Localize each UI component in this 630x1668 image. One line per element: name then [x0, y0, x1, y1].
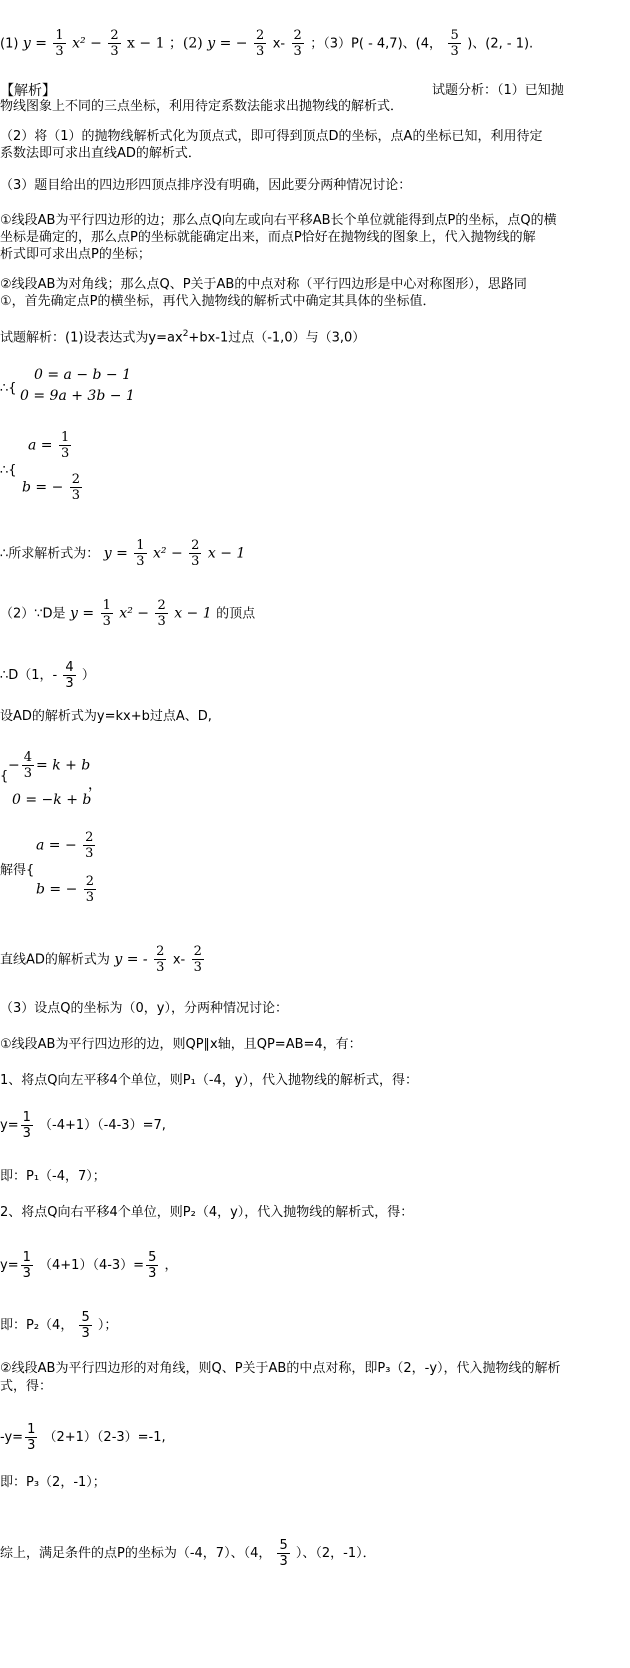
result-label: ∴所求解析式为：: [0, 546, 100, 562]
denominator: 3: [191, 554, 200, 569]
calc-post: （-4+1）（-4-3）=7,: [39, 1118, 166, 1133]
fraction: [292, 28, 304, 59]
fraction: [155, 598, 167, 629]
denominator: 3: [27, 1438, 36, 1453]
denominator: 3: [85, 890, 95, 905]
final-conclusion: [0, 1538, 376, 1569]
denominator: 3: [157, 614, 166, 629]
final-pre: 综上，满足条件的点P的坐标为（-4，7）、（4，: [0, 1546, 272, 1561]
fraction: [59, 430, 71, 461]
system-1-line1: 0 = a − b − 1: [34, 367, 132, 383]
fraction: [134, 538, 146, 569]
denominator: 3: [255, 44, 265, 59]
result-tail: x − 1: [207, 545, 246, 562]
result-eq: y =: [103, 545, 128, 562]
case1-step1-result: 即：P₁（-4，7）；: [0, 1169, 106, 1184]
numerator: 5: [81, 1310, 90, 1325]
answer-line: [0, 28, 533, 59]
result-pre: 即：P₂（4，: [0, 1318, 74, 1333]
sys4-b-label: b = −: [36, 881, 78, 898]
fraction: [21, 1250, 33, 1281]
system-4-line1: [36, 830, 97, 861]
final-post: ）、（2，-1）．: [295, 1546, 376, 1561]
case2-result: 即：P₃（2，-1）；: [0, 1475, 106, 1490]
analysis-para2-line2: 系数法即可求出直线AD的解析式．: [0, 146, 201, 161]
numerator: 1: [60, 430, 70, 445]
case2-heading-line1: ②线段AB为平行四边形的对角线，则Q、P关于AB的中点对称，即P₃（2，-y），代入抛物线的解析: [0, 1361, 561, 1376]
answer-part2-tail: ；（3）P( - 4,7)、(4，: [310, 36, 442, 52]
system-4-line2: [36, 874, 98, 905]
d-label: ∴D（1，-: [0, 668, 58, 683]
numerator: 2: [156, 944, 165, 959]
result-mid: x² −: [153, 545, 183, 562]
numerator: 1: [102, 598, 111, 613]
numerator: 2: [193, 944, 202, 959]
analysis-intro-right: 试题分析：（1）已知抛: [432, 83, 564, 98]
d-vertex-line: [0, 660, 95, 691]
ad-setup: 设AD的解析式为y=kx+b过点A、D,: [0, 709, 212, 724]
numerator: 1: [22, 1250, 31, 1265]
answer-part1-label: (1): [0, 36, 19, 52]
denominator: 3: [156, 960, 165, 975]
denominator: 3: [23, 766, 33, 781]
numerator: 4: [65, 660, 74, 675]
numerator: 5: [279, 1538, 288, 1553]
denominator: 3: [22, 1126, 31, 1141]
ad-result-line: [0, 944, 206, 975]
denominator: 3: [102, 614, 111, 629]
therefore-brace-2: ∴{: [0, 463, 17, 478]
numerator: 2: [293, 28, 302, 43]
analysis-case2-line1: ②线段AB为对角线；那么点Q、P关于AB的中点对称（平行四边形是中心对称图形），思路同: [0, 277, 527, 292]
sys3-minus: −: [8, 757, 20, 774]
solve-brace: 解得{: [0, 863, 35, 878]
fraction: [189, 538, 201, 569]
calc-pre: y=: [0, 1258, 19, 1273]
fraction: [79, 1310, 91, 1341]
numerator: 2: [71, 472, 81, 487]
numerator: 4: [23, 750, 33, 765]
numerator: 1: [55, 28, 64, 43]
result-post: ）；: [97, 1318, 118, 1333]
case1-heading: ①线段AB为平行四边形的边，则QP∥x轴，且QP=AB=4，有：: [0, 1037, 362, 1052]
numerator: 2: [191, 538, 200, 553]
case1-step2-result: [0, 1310, 117, 1341]
fraction: [63, 660, 75, 691]
system-3-comma: ，: [88, 777, 102, 793]
denominator: 3: [450, 44, 459, 59]
calc-post: ，: [164, 1258, 178, 1273]
numerator: 1: [27, 1422, 36, 1437]
sys2-a-label: a =: [28, 437, 53, 454]
fraction: [70, 472, 82, 503]
answer-part3-tail: )、(2, - 1).: [467, 36, 534, 52]
answer-part1-tail: x − 1 ；(2): [127, 35, 203, 52]
numerator: 2: [85, 874, 95, 889]
result-line: [0, 538, 245, 569]
ad-result-mid: x-: [172, 952, 186, 968]
solution-intro: [0, 325, 365, 347]
fraction: [277, 1538, 289, 1569]
ad-result-eq: y = -: [114, 951, 148, 968]
therefore-brace-1: ∴{: [0, 381, 17, 396]
denominator: 3: [81, 1326, 90, 1341]
part3-intro: （3）设点Q的坐标为（0，y），分两种情况讨论：: [0, 1001, 288, 1016]
analysis-case1-line3: 析式即可求出点P的坐标；: [0, 247, 151, 262]
calc-mid: （4+1）（4-3）=: [39, 1258, 145, 1273]
analysis-line1: 物线图象上不同的三点坐标，利用待定系数法能求出抛物线的解析式．: [0, 99, 404, 114]
calc-post: （2+1）（2-3）=-1,: [43, 1430, 166, 1445]
part2-line: [0, 598, 255, 629]
system-1-line2: 0 = 9a + 3b − 1: [20, 388, 135, 404]
numerator: 1: [136, 538, 145, 553]
analysis-case1-line1: ①线段AB为平行四边形的边；那么点Q向左或向右平移AB长个单位就能得到点P的坐标，点Q的横: [0, 213, 557, 228]
part2-end: 的顶点: [216, 606, 256, 622]
denominator: 3: [148, 1266, 157, 1281]
system-3-line2: 0 = −k + b: [12, 792, 92, 808]
case1-step2-calc: [0, 1250, 178, 1281]
case2-calc: [0, 1422, 166, 1453]
numerator: 5: [450, 28, 459, 43]
numerator: 5: [148, 1250, 157, 1265]
numerator: 2: [85, 830, 94, 845]
fraction: [83, 830, 95, 861]
analysis-case2-line2: ①，首先确定点P的横坐标，再代入抛物线的解析式中确定其具体的坐标值．: [0, 294, 436, 309]
calc-pre: y=: [0, 1118, 19, 1133]
fraction: [84, 874, 96, 905]
solution-intro-text: (1)设表达式为y=ax: [65, 330, 183, 346]
fraction: [192, 944, 204, 975]
numerator: 2: [157, 598, 166, 613]
analysis-case1-line2: 坐标是确定的，那么点P的坐标就能确定出来，而点P恰好在抛物线的图象上，代入抛物线的解: [0, 230, 536, 245]
denominator: 3: [110, 44, 119, 59]
case1-step1-calc: [0, 1110, 166, 1141]
answer-part2-eq: y = −: [207, 35, 248, 52]
answer-part1-mid: x² −: [72, 35, 102, 52]
sys3-line1-post: = k + b: [36, 757, 91, 774]
fraction: [254, 28, 266, 59]
analysis-heading: 【解析】: [0, 83, 56, 99]
case1-step1: 1、将点Q向左平移4个单位，则P₁（-4，y），代入抛物线的解析式，得：: [0, 1073, 418, 1088]
part2-mid: x² −: [119, 605, 149, 622]
fraction: [146, 1250, 158, 1281]
fraction: [101, 598, 113, 629]
part2-tail: x − 1: [174, 605, 212, 622]
sys4-a-label: a = −: [36, 837, 77, 854]
system-2-line2: [22, 472, 84, 503]
part2-label: （2）∵D是: [0, 606, 66, 622]
answer-part1-eq: y =: [22, 35, 47, 52]
fraction: [154, 944, 166, 975]
system-3-brace: {: [0, 769, 9, 784]
denominator: 3: [22, 1266, 31, 1281]
numerator: 2: [110, 28, 119, 43]
fraction: [108, 28, 120, 59]
sys2-b-label: b = −: [22, 479, 64, 496]
part2-eq: y =: [70, 605, 95, 622]
denominator: 3: [60, 446, 70, 461]
ad-result-label: 直线AD的解析式为: [0, 952, 110, 968]
analysis-para2-line1: （2）将（1）的抛物线解析式化为顶点式，即可得到顶点D的坐标，点A的坐标已知，利用待定: [0, 129, 543, 144]
case1-step2: 2、将点Q向右平移4个单位，则P₂（4，y），代入抛物线的解析式，得：: [0, 1205, 414, 1220]
numerator: 1: [22, 1110, 31, 1125]
fraction: [21, 1110, 33, 1141]
denominator: 3: [71, 488, 81, 503]
denominator: 3: [293, 44, 302, 59]
denominator: 3: [136, 554, 145, 569]
solution-intro-rest: +bx-1过点（-1,0）与（3,0）: [188, 330, 366, 346]
fraction: [448, 28, 460, 59]
denominator: 3: [193, 960, 202, 975]
solution-intro-label: 试题解析：: [0, 330, 66, 346]
numerator: 2: [255, 28, 265, 43]
denominator: 3: [55, 44, 64, 59]
system-2-line1: [28, 430, 73, 461]
fraction: [25, 1422, 37, 1453]
calc-pre: -y=: [0, 1430, 24, 1445]
fraction: [22, 750, 34, 781]
denominator: 3: [279, 1554, 288, 1569]
system-3-line1: [8, 750, 90, 781]
d-close: ）: [81, 668, 95, 683]
analysis-para3: （3）题目给出的四边形四顶点排序没有明确，因此要分两种情况讨论：: [0, 178, 412, 193]
denominator: 3: [65, 676, 74, 691]
denominator: 3: [85, 846, 94, 861]
fraction: [53, 28, 65, 59]
superscript: 2: [182, 329, 189, 339]
answer-part2-mid: x-: [272, 36, 286, 52]
case2-heading-line2: 式，得：: [0, 1379, 53, 1394]
